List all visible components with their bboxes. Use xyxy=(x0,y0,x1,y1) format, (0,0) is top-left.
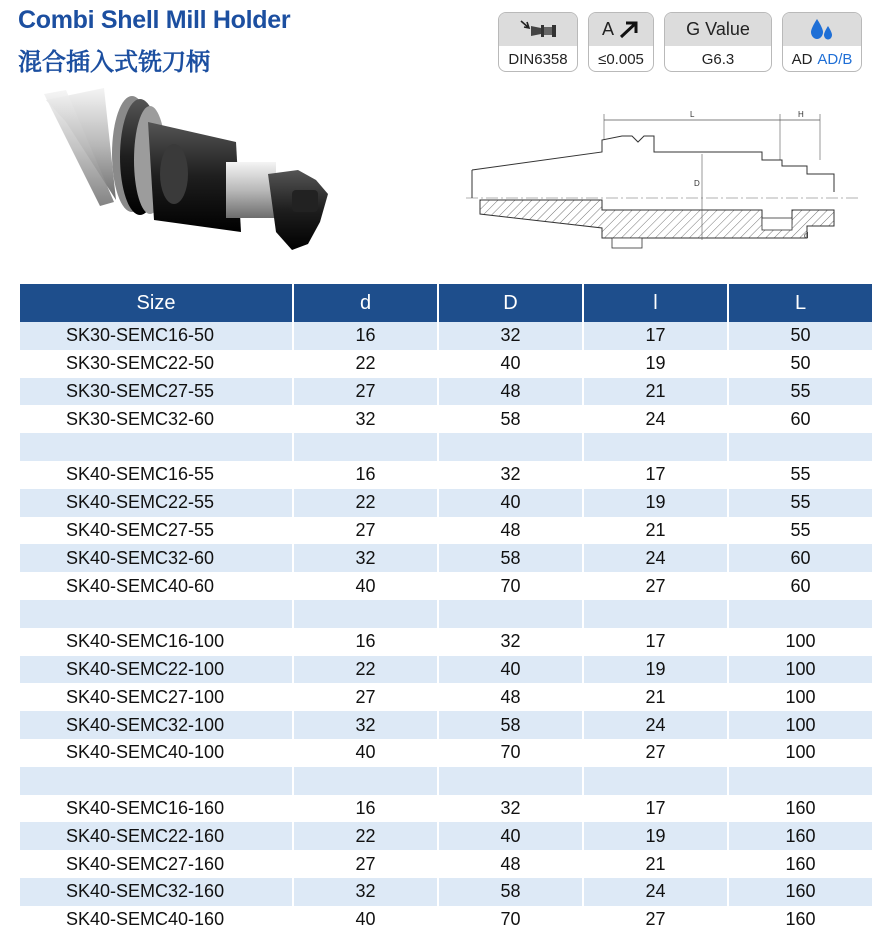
cell-l: 21 xyxy=(584,683,727,711)
table-spacer-row xyxy=(20,767,872,795)
cell-d: 22 xyxy=(294,656,437,684)
cell-D: 70 xyxy=(439,739,582,767)
cell-L: 55 xyxy=(729,461,872,489)
cell-size: SK30-SEMC32-60 xyxy=(20,405,292,433)
cell-size: SK40-SEMC16-100 xyxy=(20,628,292,656)
table-row xyxy=(20,795,872,823)
cell-d xyxy=(294,433,437,461)
spec-badge-balance xyxy=(664,12,772,72)
cell-l: 24 xyxy=(584,405,727,433)
cell-l: 21 xyxy=(584,850,727,878)
table-spacer-row xyxy=(20,433,872,461)
cell-size: SK30-SEMC16-50 xyxy=(20,322,292,350)
cell-D: 70 xyxy=(439,572,582,600)
table-header-row xyxy=(20,284,872,322)
cell-D: 48 xyxy=(439,683,582,711)
cell-D: 40 xyxy=(439,489,582,517)
spec-coolant-value-alt: AD/B xyxy=(817,51,853,68)
header-D: D xyxy=(439,284,582,322)
cell-l: 17 xyxy=(584,461,727,489)
cell-D: 58 xyxy=(439,544,582,572)
cell-d: 40 xyxy=(294,572,437,600)
cell-L: 160 xyxy=(729,795,872,823)
cell-D: 58 xyxy=(439,878,582,906)
table-row xyxy=(20,739,872,767)
cell-l: 17 xyxy=(584,322,727,350)
cell-d: 40 xyxy=(294,739,437,767)
header-size: Size xyxy=(20,284,292,322)
spec-runout-label: A xyxy=(601,19,614,39)
cell-l: 17 xyxy=(584,628,727,656)
table-row xyxy=(20,461,872,489)
cell-L: 160 xyxy=(729,850,872,878)
page-title: Combi Shell Mill Holder xyxy=(18,6,291,34)
table-row xyxy=(20,711,872,739)
cell-l: 21 xyxy=(584,517,727,545)
cell-l: 27 xyxy=(584,906,727,934)
cell-l: 19 xyxy=(584,822,727,850)
cell-d: 22 xyxy=(294,489,437,517)
cell-size: SK40-SEMC27-100 xyxy=(20,683,292,711)
cell-D: 48 xyxy=(439,850,582,878)
cell-size: SK40-SEMC40-100 xyxy=(20,739,292,767)
spec-coolant-value: AD xyxy=(791,51,813,68)
cell-L: 55 xyxy=(729,517,872,545)
cell-D: 58 xyxy=(439,711,582,739)
cell-d: 27 xyxy=(294,378,437,406)
cell-L: 100 xyxy=(729,711,872,739)
cell-D: 32 xyxy=(439,461,582,489)
dim-label-H: H xyxy=(798,110,804,119)
cell-size: SK40-SEMC32-160 xyxy=(20,878,292,906)
cell-d: 27 xyxy=(294,850,437,878)
spec-badge-coolant xyxy=(782,12,862,72)
cell-l: 19 xyxy=(584,489,727,517)
cell-d: 40 xyxy=(294,906,437,934)
cell-D xyxy=(439,767,582,795)
cell-size: SK40-SEMC27-160 xyxy=(20,850,292,878)
cell-size: SK40-SEMC32-100 xyxy=(20,711,292,739)
cell-size: SK40-SEMC40-60 xyxy=(20,572,292,600)
cell-d: 27 xyxy=(294,517,437,545)
cell-D: 40 xyxy=(439,822,582,850)
product-photo xyxy=(36,82,336,272)
cell-L: 50 xyxy=(729,322,872,350)
spec-badge-runout xyxy=(588,12,654,72)
cell-D: 58 xyxy=(439,405,582,433)
cell-d: 32 xyxy=(294,544,437,572)
cell-size: SK40-SEMC22-160 xyxy=(20,822,292,850)
cell-L: 55 xyxy=(729,489,872,517)
cell-L xyxy=(729,433,872,461)
cell-L: 100 xyxy=(729,628,872,656)
header-d: d xyxy=(294,284,437,322)
cell-L: 160 xyxy=(729,906,872,934)
table-row xyxy=(20,544,872,572)
cell-D: 40 xyxy=(439,350,582,378)
table-row xyxy=(20,656,872,684)
cell-D xyxy=(439,600,582,628)
cell-D: 32 xyxy=(439,322,582,350)
dim-label-D: D xyxy=(694,179,700,188)
cell-size: SK40-SEMC22-100 xyxy=(20,656,292,684)
cell-L: 60 xyxy=(729,572,872,600)
table-row xyxy=(20,850,872,878)
cell-size: SK30-SEMC22-50 xyxy=(20,350,292,378)
cell-L: 60 xyxy=(729,405,872,433)
table-row xyxy=(20,628,872,656)
cell-size: SK40-SEMC40-160 xyxy=(20,906,292,934)
cell-l: 24 xyxy=(584,711,727,739)
table-row xyxy=(20,378,872,406)
cell-d: 16 xyxy=(294,322,437,350)
cell-l: 24 xyxy=(584,878,727,906)
cell-L: 50 xyxy=(729,350,872,378)
table-row xyxy=(20,517,872,545)
header-l: l xyxy=(584,284,727,322)
cell-L: 55 xyxy=(729,378,872,406)
table-row xyxy=(20,906,872,934)
cell-L: 100 xyxy=(729,683,872,711)
cell-L: 60 xyxy=(729,544,872,572)
size-table xyxy=(18,284,874,934)
table-row xyxy=(20,822,872,850)
dim-label-d: d xyxy=(804,231,809,240)
cell-d: 16 xyxy=(294,628,437,656)
cell-D: 32 xyxy=(439,628,582,656)
cell-L: 100 xyxy=(729,656,872,684)
cell-d: 16 xyxy=(294,795,437,823)
cell-D xyxy=(439,433,582,461)
table-row xyxy=(20,322,872,350)
spec-balance-value: G6.3 xyxy=(701,51,735,68)
cell-d: 27 xyxy=(294,683,437,711)
cell-l: 21 xyxy=(584,378,727,406)
cell-l: 24 xyxy=(584,544,727,572)
cell-size: SK40-SEMC22-55 xyxy=(20,489,292,517)
cell-d: 32 xyxy=(294,711,437,739)
cell-L xyxy=(729,767,872,795)
runout-arrow-icon xyxy=(618,20,640,40)
cell-D: 48 xyxy=(439,517,582,545)
table-row xyxy=(20,683,872,711)
cell-l xyxy=(584,767,727,795)
technical-drawing xyxy=(462,100,862,265)
cell-d: 32 xyxy=(294,878,437,906)
cell-D: 70 xyxy=(439,906,582,934)
taper-holder-icon xyxy=(515,17,561,43)
spec-runout-value: ≤0.005 xyxy=(598,51,644,68)
cell-l: 27 xyxy=(584,572,727,600)
table-row xyxy=(20,489,872,517)
table-row xyxy=(20,350,872,378)
table-spacer-row xyxy=(20,600,872,628)
cell-d xyxy=(294,600,437,628)
cell-l: 19 xyxy=(584,350,727,378)
cell-L: 160 xyxy=(729,878,872,906)
spec-standard-value: DIN6358 xyxy=(508,51,568,68)
dim-label-L: L xyxy=(690,110,695,119)
table-row xyxy=(20,572,872,600)
spec-balance-label: G Value xyxy=(686,19,750,39)
cell-L xyxy=(729,600,872,628)
cell-d xyxy=(294,767,437,795)
cell-size: SK40-SEMC27-55 xyxy=(20,517,292,545)
cell-d: 16 xyxy=(294,461,437,489)
spec-badge-standard xyxy=(498,12,578,72)
cell-L: 100 xyxy=(729,739,872,767)
cell-D: 32 xyxy=(439,795,582,823)
cell-size: SK40-SEMC32-60 xyxy=(20,544,292,572)
cell-D: 48 xyxy=(439,378,582,406)
cell-d: 22 xyxy=(294,822,437,850)
cell-l xyxy=(584,433,727,461)
cell-l: 19 xyxy=(584,656,727,684)
table-row xyxy=(20,405,872,433)
cell-d: 22 xyxy=(294,350,437,378)
cell-size: SK40-SEMC16-160 xyxy=(20,795,292,823)
header-L: L xyxy=(729,284,872,322)
cell-l xyxy=(584,600,727,628)
cell-d: 32 xyxy=(294,405,437,433)
cell-D: 40 xyxy=(439,656,582,684)
cell-size xyxy=(20,600,292,628)
cell-size xyxy=(20,433,292,461)
cell-size: SK40-SEMC16-55 xyxy=(20,461,292,489)
page-subtitle-cn: 混合插入式铣刀柄 xyxy=(18,48,210,76)
cell-l: 17 xyxy=(584,795,727,823)
cell-L: 160 xyxy=(729,822,872,850)
coolant-drops-icon xyxy=(807,17,837,43)
cell-size: SK30-SEMC27-55 xyxy=(20,378,292,406)
table-row xyxy=(20,878,872,906)
cell-l: 27 xyxy=(584,739,727,767)
cell-size xyxy=(20,767,292,795)
